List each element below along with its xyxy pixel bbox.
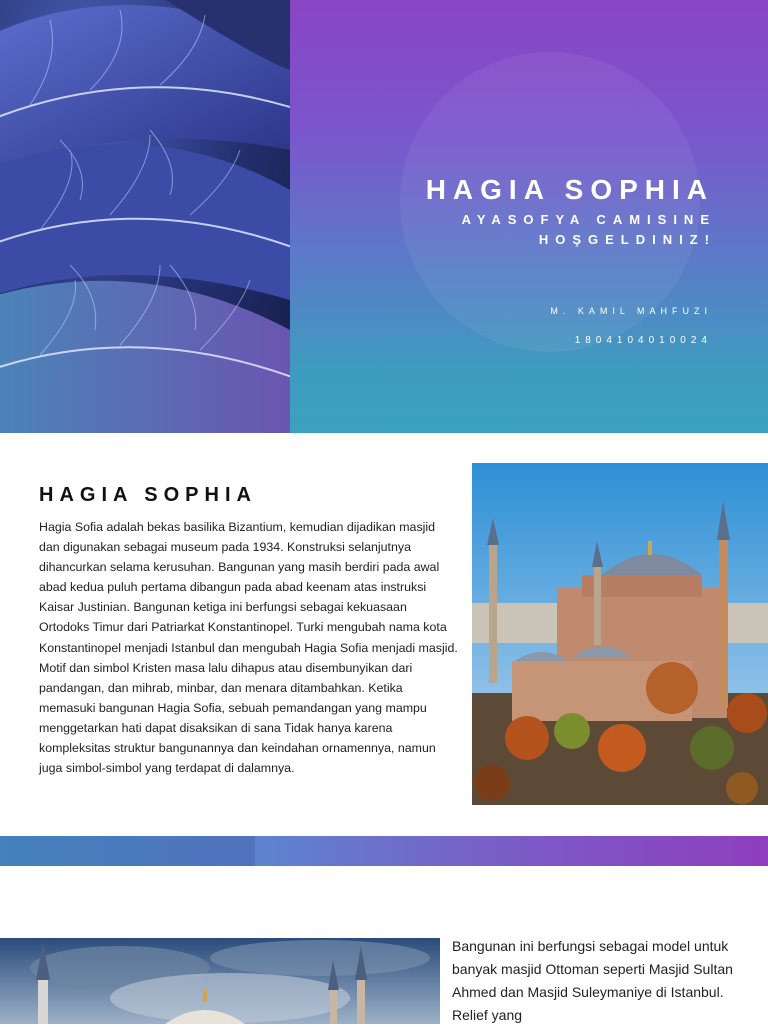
author-name: M. KAMIL MAHFUZI bbox=[550, 306, 712, 316]
title-panel bbox=[290, 0, 768, 433]
gradient-divider bbox=[0, 836, 768, 866]
mosque-illustration bbox=[472, 463, 768, 805]
section-title: HAGIA SOPHIA bbox=[39, 484, 257, 506]
hero-subtitle-line2: HOŞGELDINIZ! bbox=[538, 232, 716, 247]
hagia-sophia-photo bbox=[472, 463, 768, 805]
hero-banner bbox=[0, 0, 768, 433]
leaf-illustration bbox=[0, 0, 290, 433]
divider-accent bbox=[0, 836, 255, 866]
hero-title: HAGIA SOPHIA bbox=[425, 174, 714, 205]
hero-subtitle-line1: AYASOFYA CAMISINE bbox=[461, 212, 716, 227]
hero-subtitle bbox=[462, 210, 716, 250]
section-body: Hagia Sofia adalah bekas basilika Bizantium, kemudian dijadikan masjid dan digunakan sebagai museum pada 1934. Konstruksi selanjutnya dihancurkan selama kerusuhan. Bangunan yang masih berdiri pada awal abad kedua puluh pertama dibangun pada abad keenam atas instruksi Kaisar Justinian. Bangunan ketiga ini berfungsi sebagai kekuasaan Ortodoks Timur dari Patriarkat Konstantinopel. Turki mengubah nama kota Konstantinopel menjadi Istanbul dan mengubah Hagia Sofia menjadi masjid. Motif dan simbol Kristen masa lalu dihapus atau disembunyikan dari pandangan, dan mihrab, minbar, dan menara ditambahkan. Ketika memasuki bangunan Hagia Sofia, sebuah pemandangan yang mampu menggetarkan hati dapat disaksikan di sana Tidak hanya karena kompleksitas struktur bangunannya dan keindahan ornamennya, namun juga simbol-simbol yang terdapat di dalamnya. bbox=[39, 520, 458, 776]
mosque-illustration-2 bbox=[0, 938, 440, 1024]
mosque-photo-2 bbox=[0, 938, 440, 1024]
leaf-photo bbox=[0, 0, 290, 433]
section2-body: Bangunan ini berfungsi sebagai model untuk banyak masjid Ottoman seperti Masjid Sultan Ahmed dan Masjid Suleymaniye di Istanbul. Relief yang bbox=[452, 938, 733, 1023]
student-id: 1804104010024 bbox=[574, 335, 712, 346]
